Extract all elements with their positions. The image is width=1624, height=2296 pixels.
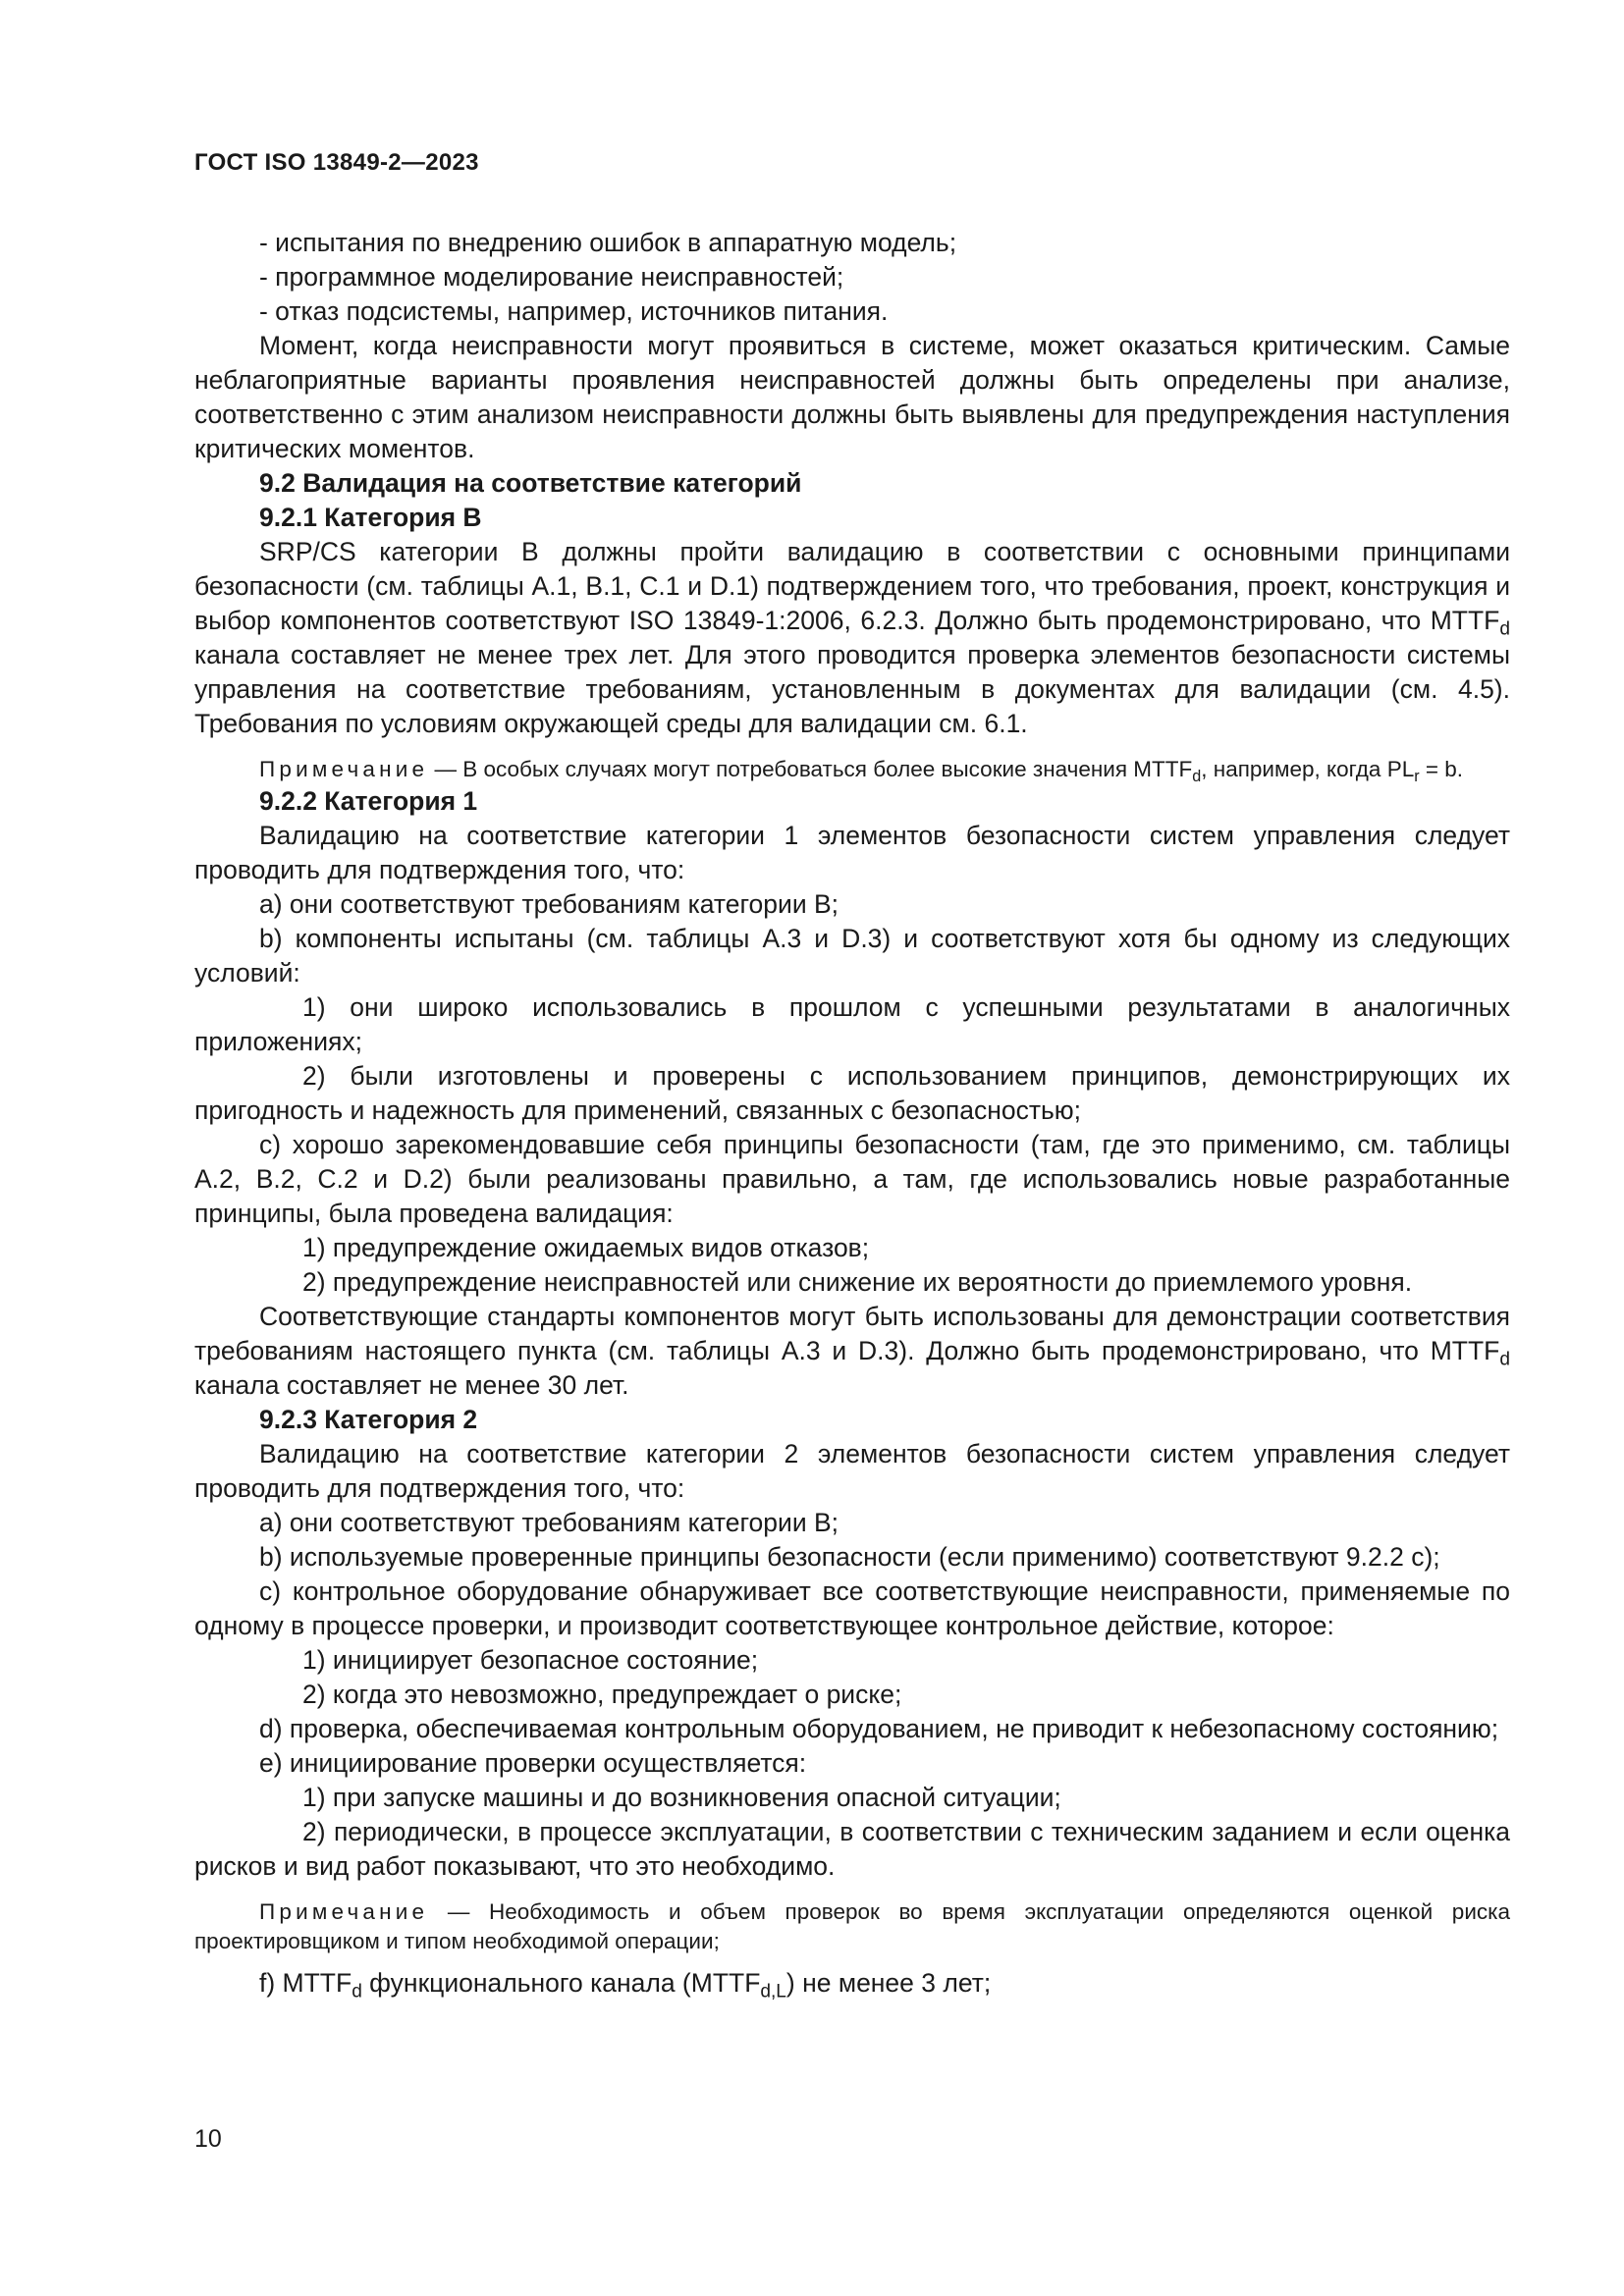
subscript: d,L bbox=[760, 1981, 786, 2002]
text-run: Соответствующие стандарты компонентов могут быть использованы для демонстрации соответствия требованиям настоящего пункта (см. таблицы А.3 и D.3). Должно быть продемонстрировано, что MTTF bbox=[194, 1302, 1510, 1365]
subscript: d bbox=[1499, 1349, 1510, 1370]
list-item-9-2-2-b1: 1) они широко использовались в прошлом с успешными результатами в аналогичных приложениях; bbox=[194, 992, 1510, 1056]
section-heading-9-2-2: 9.2.2 Категория 1 bbox=[259, 786, 478, 816]
list-item-9-2-3-a: а) они соответствуют требованиям категории В; bbox=[259, 1508, 839, 1537]
list-item-9-2-2-c2: 2) предупреждение неисправностей или снижение их вероятности до приемлемого уровня. bbox=[302, 1267, 1413, 1297]
document-header: ГОСТ ISO 13849-2—2023 bbox=[194, 149, 479, 176]
note-label: Примечание bbox=[259, 757, 429, 781]
intro-item-1: - испытания по внедрению ошибок в аппаратную модель; bbox=[259, 228, 957, 257]
subscript: d bbox=[352, 1981, 362, 2002]
text-run: — Необходимость и объем проверок во время эксплуатации определяются оценкой риска проектировщиком и типом необходимой операции; bbox=[194, 1899, 1510, 1953]
paragraph-9-2-2-closing bbox=[194, 1300, 1510, 1403]
text-run: SRP/CS категории В должны пройти валидацию в соответствии с основными принципами безопасности (см. таблицы А.1, В.1, С.1 и D.1) подтверждением того, что требования, проект, конструкция и выбор компонентов соответствуют ISO 13849-1:2006, 6.2.3. Должно быть продемонстрировано, что MTTF bbox=[194, 537, 1510, 635]
section-heading-9-2-3: 9.2.3 Категория 2 bbox=[259, 1405, 478, 1434]
list-item-9-2-3-c2: 2) когда это невозможно, предупреждает о риске; bbox=[302, 1680, 902, 1709]
paragraph-9-2-1 bbox=[194, 535, 1510, 741]
list-item-9-2-2-c: с) хорошо зарекомендовавшие себя принципы безопасности (там, где это применимо, см. таблицы А.2, В.2, С.2 и D.2) были реализованы правильно, а там, где использовались новые разработанные принципы, была проведена валидация: bbox=[194, 1130, 1510, 1228]
note-9-2-3 bbox=[194, 1897, 1510, 1956]
text-run: функционального канала (MTTF bbox=[361, 1968, 761, 1998]
list-item-9-2-3-f bbox=[194, 1966, 1510, 2001]
section-heading-9-2: 9.2 Валидация на соответствие категорий bbox=[259, 468, 802, 498]
note-9-2-1 bbox=[194, 755, 1510, 784]
intro-paragraph: Момент, когда неисправности могут проявиться в системе, может оказаться критическим. Самые неблагоприятные варианты проявления неисправностей должны быть определены при анализе, соответственно с этим анализом неисправности должны быть выявлены для предупреждения наступления критических моментов. bbox=[194, 331, 1510, 463]
intro-item-2: - программное моделирование неисправностей; bbox=[259, 262, 844, 292]
list-item-9-2-3-e1: 1) при запуске машины и до возникновения опасной ситуации; bbox=[302, 1783, 1061, 1812]
intro-item-3: - отказ подсистемы, например, источников питания. bbox=[259, 296, 889, 326]
text-run: канала составляет не менее трех лет. Для этого проводится проверка элементов безопасности системы управления на соответствие требованиям, установленным в документах для валидации (см. 4.5). Требования по условиям окружающей среды для валидации см. 6.1. bbox=[194, 640, 1510, 738]
list-item-9-2-2-b2: 2) были изготовлены и проверены с использованием принципов, демонстрирующих их пригодность и надежность для применений, связанных с безопасностью; bbox=[194, 1061, 1510, 1125]
paragraph-9-2-2-intro: Валидацию на соответствие категории 1 элементов безопасности систем управления следует проводить для подтверждения того, что: bbox=[194, 821, 1510, 884]
page-number: 10 bbox=[194, 2125, 222, 2153]
subscript: d bbox=[1499, 618, 1510, 640]
text-run: — В особых случаях могут потребоваться более высокие значения MTTF bbox=[428, 757, 1193, 781]
list-item-9-2-3-b: b) используемые проверенные принципы безопасности (если применимо) соответствуют 9.2.2 с); bbox=[259, 1542, 1440, 1572]
subscript: d bbox=[1192, 767, 1202, 785]
document-body bbox=[194, 226, 1510, 2001]
text-run: f) MTTF bbox=[259, 1968, 352, 1998]
list-item-9-2-3-c: с) контрольное оборудование обнаруживает все соответствующие неисправности, применяемые по одному в процессе проверки, и производит соответствующее контрольное действие, которое: bbox=[194, 1576, 1510, 1640]
list-item-9-2-2-a: а) они соответствуют требованиям категории В; bbox=[259, 889, 839, 919]
list-item-9-2-3-e: е) инициирование проверки осуществляется: bbox=[259, 1748, 807, 1778]
text-run: = b. bbox=[1419, 757, 1464, 781]
list-item-9-2-3-c1: 1) инициирует безопасное состояние; bbox=[302, 1645, 759, 1675]
list-item-9-2-3-d: d) проверка, обеспечиваемая контрольным оборудованием, не приводит к небезопасному состоянию; bbox=[259, 1714, 1499, 1743]
section-heading-9-2-1: 9.2.1 Категория В bbox=[259, 503, 482, 532]
list-item-9-2-2-b: b) компоненты испытаны (см. таблицы А.3 и D.3) и соответствуют хотя бы одному из следующих условий: bbox=[194, 924, 1510, 988]
list-item-9-2-3-e2: 2) периодически, в процессе эксплуатации, в соответствии с техническим заданием и если оценка рисков и вид работ показывают, что это необходимо. bbox=[194, 1817, 1510, 1881]
text-run: ) не менее 3 лет; bbox=[785, 1968, 992, 1998]
paragraph-9-2-3-intro: Валидацию на соответствие категории 2 элементов безопасности систем управления следует проводить для подтверждения того, что: bbox=[194, 1439, 1510, 1503]
subscript: r bbox=[1414, 767, 1420, 785]
note-label: Примечание bbox=[259, 1899, 429, 1924]
text-run: канала составляет не менее 30 лет. bbox=[194, 1370, 629, 1400]
text-run: , например, когда PL bbox=[1201, 757, 1415, 781]
list-item-9-2-2-c1: 1) предупреждение ожидаемых видов отказов; bbox=[302, 1233, 870, 1262]
